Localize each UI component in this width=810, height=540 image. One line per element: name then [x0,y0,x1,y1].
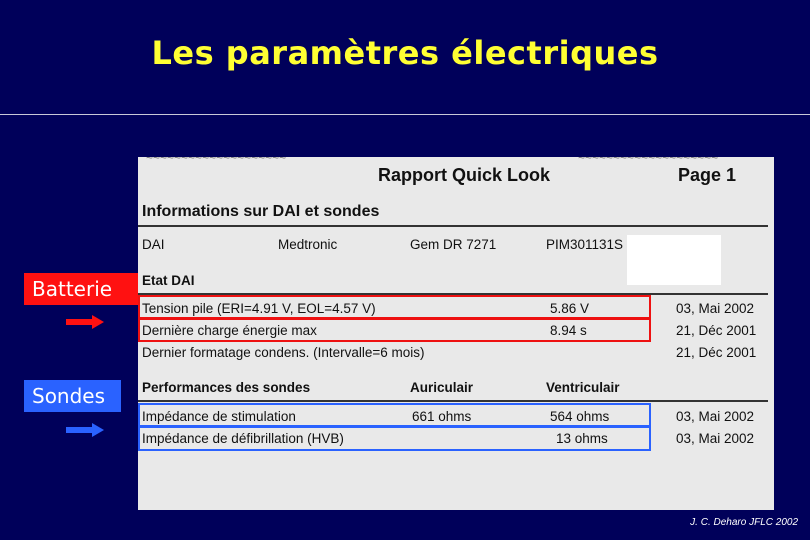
report-page: Page 1 [678,165,737,185]
battery-highlight-row [138,318,651,342]
col-auriculair: Auriculair [410,380,474,395]
cut-off-text: ~~~~~~~~~~~~~~~~~~~~ [578,157,719,165]
table-row-date: 21, Déc 2001 [676,323,757,338]
batterie-label: Batterie [24,273,143,305]
perf-heading: Performances des sondes [142,380,311,395]
dai-type: DAI [142,237,165,252]
report-title: Rapport Quick Look [378,165,551,185]
slide-title: Les paramètres électriques [151,34,659,72]
etat-dai-heading: Etat DAI [142,273,195,288]
dai-model: Gem DR 7271 [410,237,497,252]
table-row-label: Impédance de défibrillation (HVB) [142,431,344,446]
red-arrow-icon [66,315,104,329]
section-divider [138,400,768,402]
table-row-value: 8.94 s [550,323,587,338]
title-divider [0,114,810,115]
table-row-value: 5.86 V [550,301,590,316]
table-row-label: Impédance de stimulation [142,409,296,424]
table-row-label: Dernier formatage condens. (Intervalle=6 mois) [142,345,425,360]
sondes-label: Sondes [24,380,121,412]
table-row-label: Tension pile (ERI=4.91 V, EOL=4.57 V) [142,301,376,316]
table-row-date: 21, Déc 2001 [676,345,757,360]
table-row-value: 564 ohms [550,409,610,424]
table-row-value: 661 ohms [412,409,472,424]
credit-text: J. C. Deharo JFLC 2002 [690,517,798,528]
table-row-date: 03, Mai 2002 [676,301,755,316]
table-row-date: 03, Mai 2002 [676,409,755,424]
dai-maker: Medtronic [278,237,338,252]
blue-arrow-icon [66,423,104,437]
lead-highlight-row [138,403,651,427]
dai-serial: PIM301131S [546,237,624,252]
section-divider [138,225,768,227]
quick-look-report [138,157,774,510]
table-row-value: 13 ohms [556,431,608,446]
battery-highlight-row [138,295,651,319]
col-ventriculair: Ventriculair [546,380,620,395]
lead-highlight-row [138,426,651,451]
redacted-box [627,235,721,285]
table-row-date: 03, Mai 2002 [676,431,755,446]
section-dai-heading: Informations sur DAI et sondes [142,203,380,220]
cut-off-text: ~~~~~~~~~~~~~~~~~~~~ [146,157,287,165]
table-row-label: Dernière charge énergie max [142,323,317,338]
